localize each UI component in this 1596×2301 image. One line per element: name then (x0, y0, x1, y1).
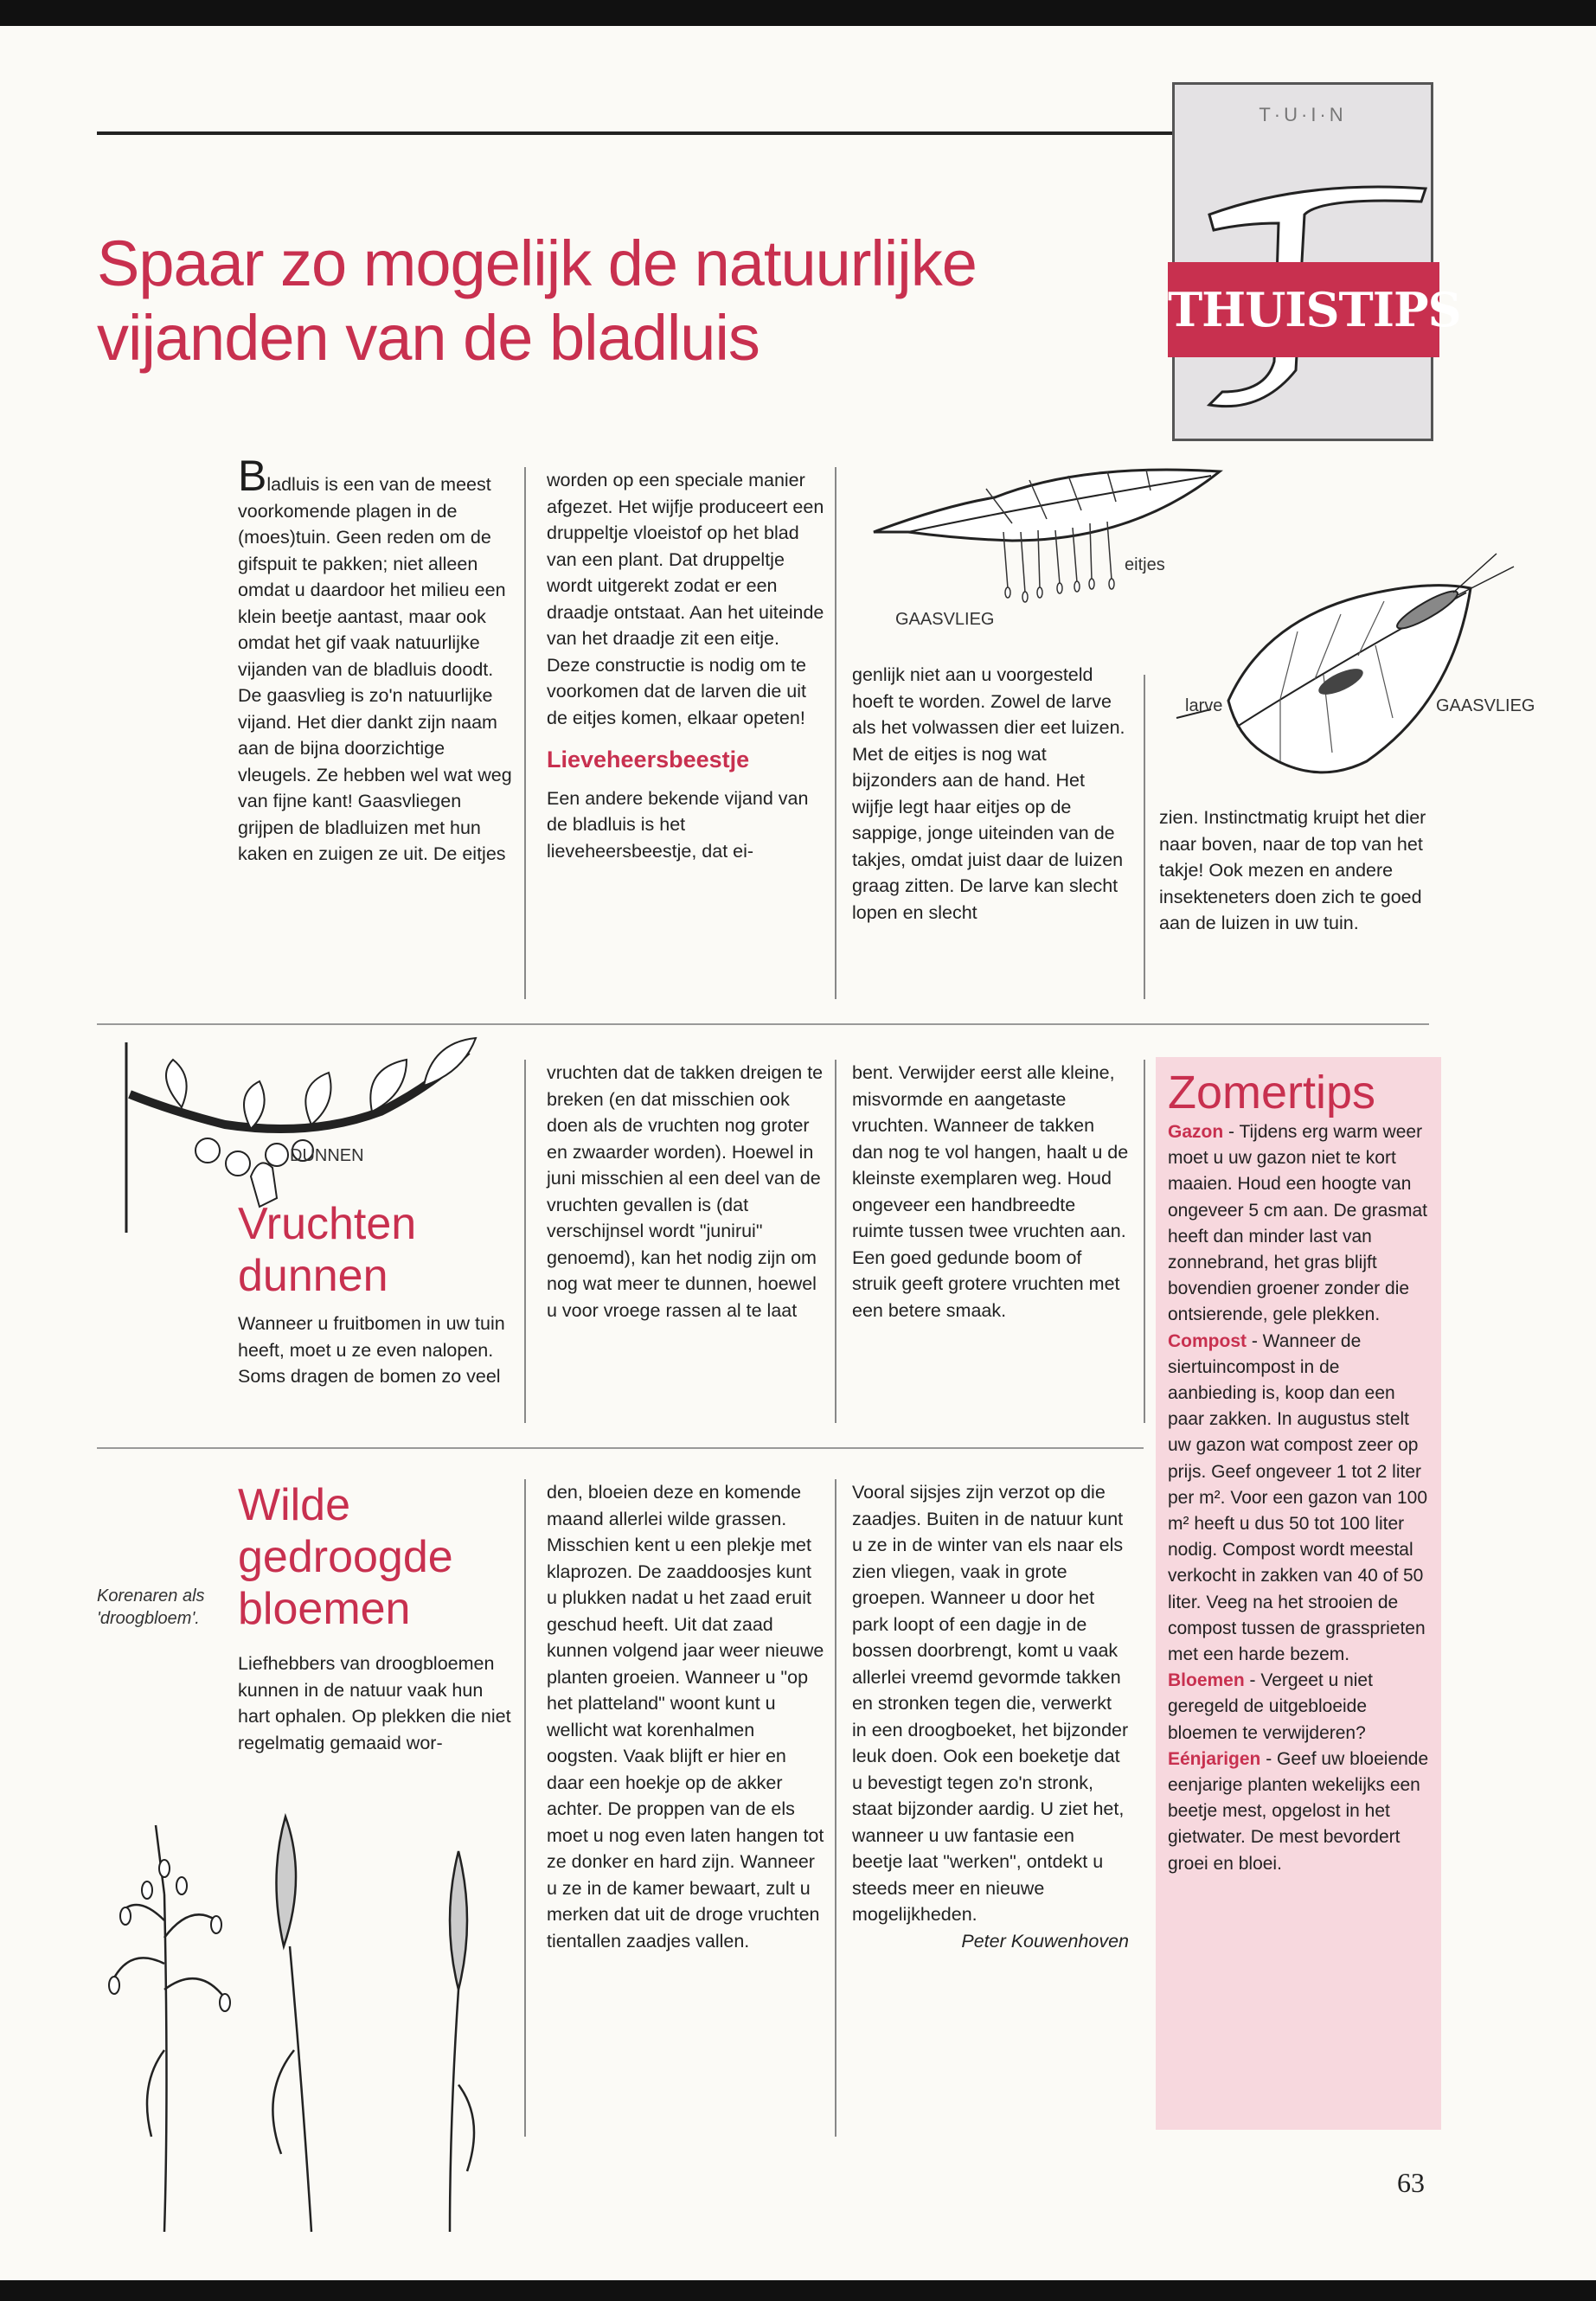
bloemen-label: Bloemen (1168, 1670, 1245, 1691)
vruchten-col-2 (547, 1060, 825, 1324)
wilde-col-3 (852, 1479, 1129, 1954)
vruchten-heading: Vruchten dunnen (238, 1199, 417, 1301)
korenaren-illustration (87, 1791, 493, 2240)
title-line-1: Spaar zo mogelijk de natuurlijke (97, 228, 977, 299)
gazon-text: - Tijdens erg warm weer moet u uw gazon niet te kort maaien. Houd een hoogte van ongeveer 5 cm aan. De grasmat heeft dan minder last van zonnebrand, het gras blijft bovendien groener zonder die ontsierende, gele plekken. (1168, 1122, 1427, 1325)
bladluis-text-2b: Een andere bekende vijand van de bladluis is het lieveheersbeestje, dat ei- (547, 787, 809, 862)
wilde-heading: Wilde gedroogde bloemen (238, 1480, 453, 1634)
wilde-text-3: Vooral sijsjes zijn verzot op die zaadjes. Buiten in de natuur kunt u ze in de winter van els naar els zien vliegen, vaak in grote groepen. Wanneer u door het park loopt of een dagje in de bossen doorbrengt, komt u vaak allerlei vreemd gevormde takken en stronken tegen die, verwerkt in een droogboeket, het bijzonder leuk doen. Ook een boeketje dat u bevestigt tegen zo'n stronk, staat bijzonder aardig. U ziet het, wanneer u uw fantasie een beetje laat "werken", ontdekt u steeds meer en nieuwe mogelijkheden. (852, 1482, 1129, 1925)
vruchten-text-3: bent. Verwijder eerst alle kleine, misvormde en aangetaste vruchten. Wanneer de takken dan nog te vol hangen, haalt u de kleinste exemplaren weg. Houd ongeveer een handbreedte ruimte tussen twee vruchten aan. Een goed gedunde boom of struik geeft grotere vruchten met een betere smaak. (852, 1062, 1129, 1321)
bladluis-col-1 (238, 452, 513, 868)
wilde-col-1 (238, 1650, 513, 1756)
author-signature: Peter Kouwenhoven (961, 1930, 1129, 1952)
gazon-label: Gazon (1168, 1122, 1224, 1142)
vruchten-col-1 (238, 1311, 513, 1390)
compost-label: Compost (1168, 1330, 1247, 1351)
title-line-2: vijanden van de bladluis (97, 302, 760, 374)
zomertips-body (1168, 1119, 1429, 1877)
label-dunnen: DUNNEN (290, 1146, 364, 1165)
bladluis-col-2 (547, 467, 825, 864)
bladluis-text-2: worden op een speciale manier afgezet. Het wijfje produceert een druppeltje vloeistof op het blad van een plant. Dat druppeltje wordt uitgerekt zodat er een draadje ontstaat. Aan het uiteinde van het draadje zit een eitje. Deze constructie is nodig om te voorkomen dat de larven die uit de eitjes komen, elkaar opeten! (547, 470, 824, 728)
dropcap: B (238, 452, 267, 500)
column-divider (835, 467, 836, 999)
label-gaasvlieg-1: GAASVLIEG (895, 610, 995, 629)
column-divider (524, 467, 526, 999)
top-border (0, 0, 1596, 26)
section-divider (97, 1447, 1144, 1449)
vruchten-col-3 (852, 1060, 1129, 1324)
column-divider (835, 1060, 836, 1423)
eenjarigen-text: - Geef uw bloeiende eenjarige planten wekelijks een beetje mest, opgelost in het gietwater. De mest bevordert groei en bloei. (1168, 1748, 1429, 1874)
zomertips-heading: Zomertips (1168, 1067, 1376, 1118)
label-larve: larve (1185, 696, 1223, 715)
thuistips-logo (1168, 82, 1461, 441)
column-divider (524, 1479, 526, 2137)
label-eitjes: eitjes (1125, 555, 1165, 574)
zomertips-box (1156, 1057, 1441, 2130)
korenaren-caption: Korenaren als 'droogbloem'. (97, 1586, 205, 1628)
gaasvlieg-larve-illustration (1159, 545, 1540, 804)
label-gaasvlieg-2: GAASVLIEG (1436, 696, 1535, 715)
wilde-col-2 (547, 1479, 825, 1954)
bladluis-col-4 (1159, 804, 1436, 937)
bladluis-text-1: ladluis is een van de meest voorkomende plagen in de (moes)tuin. Geen reden om de gifspuit te pakken; niet alleen omdat u daardoor het milieu een klein beetje aantast, maar ook omdat het gif vaak natuurlijke vijanden van de bladluis doodt. De gaasvlieg is zo'n natuurlijke vijand. Het dier dankt zijn naam aan de bijna doorzichtige vleugels. Ze hebben wel wat weg van fijne kant! Gaasvliegen grijpen de bladluizen met hun kaken en zuigen ze uit. De eitjes (238, 474, 512, 864)
column-divider (524, 1060, 526, 1423)
bottom-border (0, 2280, 1596, 2301)
article-title (97, 227, 1135, 375)
wilde-text-1: Liefhebbers van droogbloemen kunnen in de natuur vaak hun hart ophalen. Op plekken die niet regelmatig gemaaid wor- (238, 1653, 511, 1753)
logo-brand: THUISTIPS (1168, 262, 1439, 357)
compost-text: - Wanneer de siertuincompost in de aanbieding is, koop dan een paar zakken. In augustus stelt uw gazon wat compost zeer op prijs. Geef ongeveer 1 tot 2 liter per m². Voor een gazon van 100 m² heeft u dus 50 tot 100 liter nodig. Compost wordt meestal verkocht in zakken van 40 of 50 liter. Veeg na het strooien de compost tussen de grassprieten met een harde bezem. (1168, 1330, 1428, 1665)
bladluis-col-3 (852, 662, 1129, 926)
bloemen-text: - Vergeet u niet geregeld de uitgebloeide bloemen te verwijderen? (1168, 1670, 1373, 1743)
bladluis-text-4: zien. Instinctmatig kruipt het dier naar boven, naar de top van het takje! Ook mezen en andere insekteneters doen zich te goed aan de luizen in uw tuin. (1159, 807, 1426, 933)
column-divider (1144, 1060, 1145, 1423)
eenjarigen-label: Eénjarigen (1168, 1748, 1261, 1769)
logo-tuin-text: T·U·I·N (1259, 104, 1347, 125)
vruchten-text-1: Wanneer u fruitbomen in uw tuin heeft, moet u ze even nalopen. Soms dragen de bomen zo veel (238, 1313, 505, 1387)
wilde-text-2: den, bloeien deze en komende maand allerlei wilde grassen. Misschien kent u een plekje met klaprozen. De zaaddoosjes kunt u plukken nadat u het zaad eruit geschud heeft. Uit dat zaad kunnen volgend jaar weer nieuwe planten groeien. Wanneer u "op het platteland" woont kunt u wellicht wat korenhalmen oogsten. Vaak blijft er hier en daar een hoekje op de akker achter. De proppen van de els moet u nog even laten hangen tot ze donker en hard zijn. Wanneer u ze in de kamer bewaart, zult u merken dat uit de droge vruchten tientallen zaadjes vallen. (547, 1482, 824, 1952)
lieveheersbeestje-subhead: Lieveheersbeestje (547, 747, 750, 772)
page-number: 63 (1397, 2167, 1425, 2198)
bladluis-text-3: genlijk niet aan u voorgesteld hoeft te worden. Zowel de larve als het volwassen dier eet luizen. Met de eitjes is nog wat bijzonders aan de hand. Het wijfje legt haar eitjes op de sappige, jonge uiteinden van de takjes, omdat juist daar de luizen graag zitten. De larve kan slecht lopen en slecht (852, 664, 1125, 923)
column-divider (1144, 675, 1145, 999)
vruchten-text-2: vruchten dat de takken dreigen te breken (en dat misschien ook doen als de vruchten nog groter en zwaarder worden). Hoewel in juni misschien al een deel van de vruchten gevallen is (dat verschijnsel wordt "junirui" genoemd), kan het nodig zijn om nog wat meer te dunnen, hoewel u voor vroege rassen al te laat (547, 1062, 824, 1321)
column-divider (835, 1479, 836, 2137)
